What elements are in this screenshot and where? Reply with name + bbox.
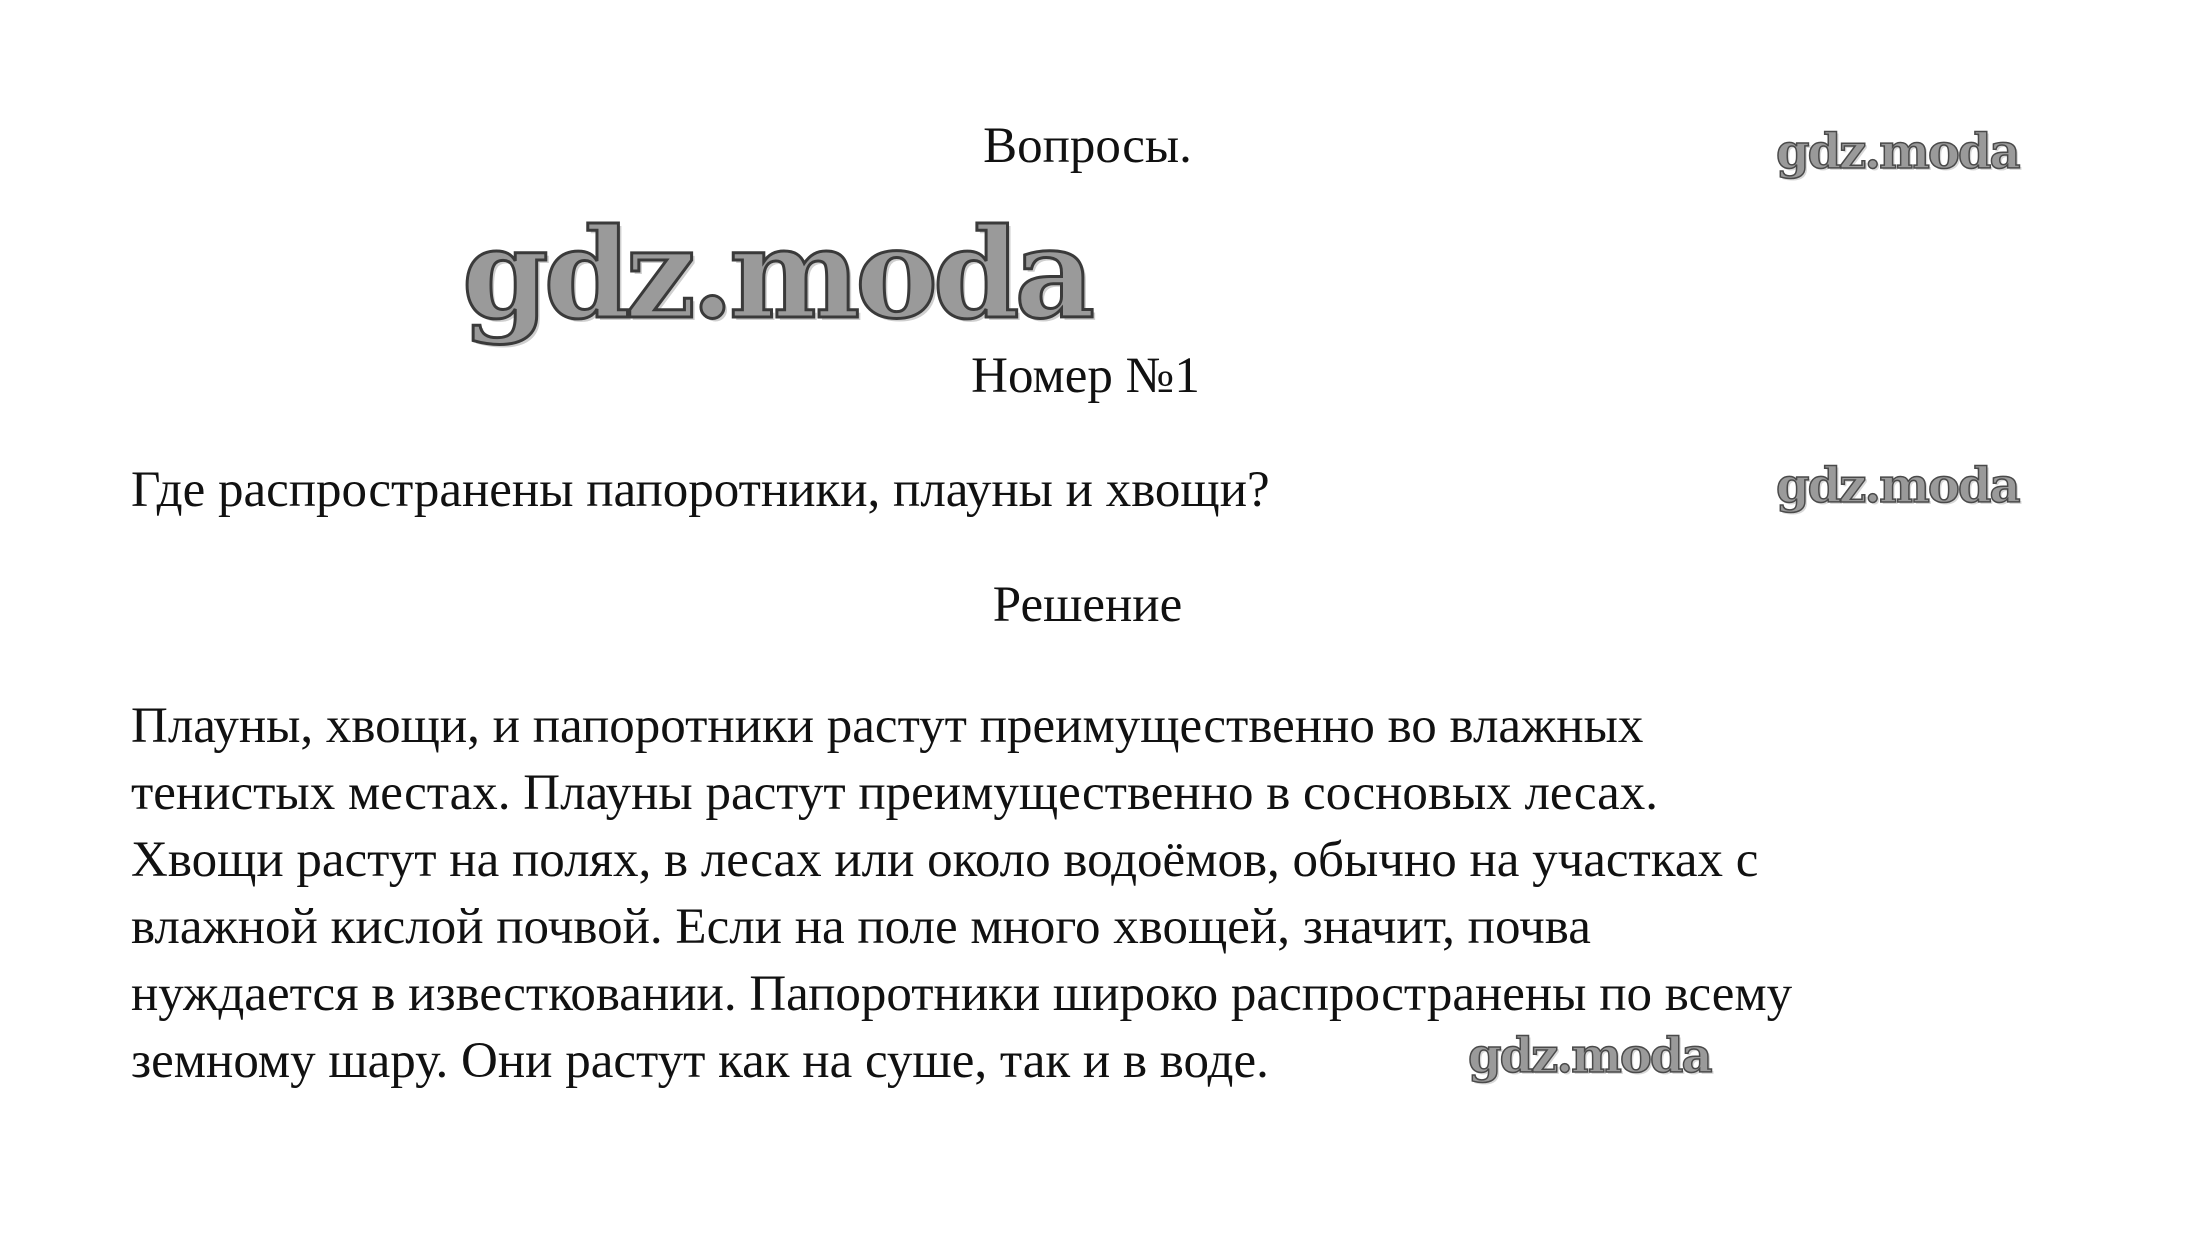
answer-line: земному шару. Они растут как на суше, так и в воде. — [131, 1033, 1269, 1089]
watermark-logo-top-right: gdz.moda — [1776, 124, 2019, 180]
answer-line: Плауны, хвощи, и папоротники растут преимущественно во влажных — [131, 698, 1644, 754]
answer-line: тенистых местах. Плауны растут преимущественно в сосновых лесах. — [131, 765, 1658, 821]
section-heading-questions: Вопросы. — [983, 118, 1192, 174]
task-number-heading: Номер №1 — [971, 348, 1200, 404]
answer-line: влажной кислой почвой. Если на поле много хвощей, значит, почва — [131, 899, 1591, 955]
watermark-logo-question-right: gdz.moda — [1776, 458, 2019, 514]
answer-paragraph — [131, 693, 2111, 1095]
watermark-logo-inline: gdz.moda — [1468, 1028, 1711, 1084]
solution-heading: Решение — [992, 577, 1183, 633]
watermark-logo-large: gdz.moda — [462, 202, 1090, 347]
answer-line: Хвощи растут на полях, в лесах или около водоёмов, обычно на участках с — [131, 832, 1759, 888]
question-text: Где распространены папоротники, плауны и хвощи? — [131, 462, 1270, 518]
answer-line: нуждается в известковании. Папоротники широко распространены по всему — [131, 966, 1793, 1022]
